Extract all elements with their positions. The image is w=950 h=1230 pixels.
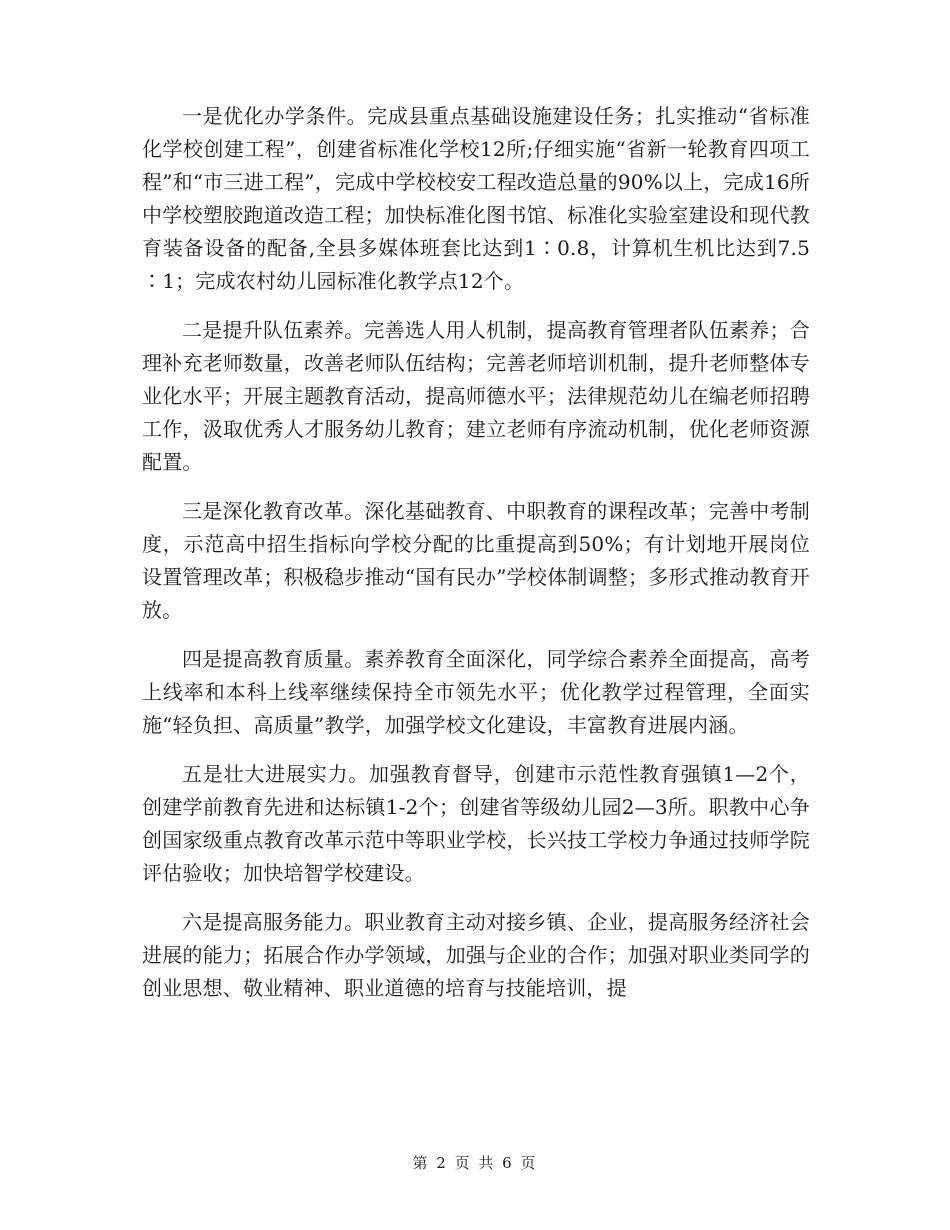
page-number-footer: 第 2 页 共 6 页 <box>412 1154 538 1172</box>
paragraph-5: 五是壮大进展实力。加强教育督导，创建市示范性教育强镇1—2个，创建学前教育先进和达标镇1-2个；创建省等级幼儿园2—3所。职教中心争创国家级重点教育改革示范中等职业学校，长兴技工学校力争通过技师学院评估验收；加快培智学校建设。 <box>142 762 810 885</box>
paragraph-3: 三是深化教育改革。深化基础教育、中职教育的课程改革；完善中考制度，示范高中招生指标向学校分配的比重提高到50%；有计划地开展岗位设置管理改革；积极稳步推动“国有民办”学校体制调整；多形式推动教育开放。 <box>142 499 810 622</box>
paragraph-4: 四是提高教育质量。素养教育全面深化，同学综合素养全面提高，高考上线率和本科上线率继续保持全市领先水平；优化教学过程管理，全面实施“轻负担、高质量”教学，加强学校文化建设，丰富教育进展内涵。 <box>142 647 810 737</box>
paragraph-2: 二是提升队伍素养。完善选人用人机制，提高教育管理者队伍素养；合理补充老师数量，改善老师队伍结构；完善老师培训机制，提升老师整体专业化水平；开展主题教育活动，提高师德水平；法律规范幼儿在编老师招聘工作，汲取优秀人才服务幼儿教育；建立老师有序流动机制，优化老师资源配置。 <box>142 318 810 474</box>
document-body <box>142 100 810 1021</box>
paragraph-6: 六是提高服务能力。职业教育主动对接乡镇、企业，提高服务经济社会进展的能力；拓展合作办学领域，加强与企业的合作；加强对职业类同学的创业思想、敬业精神、职业道德的培育与技能培训，提 <box>142 910 810 1000</box>
paragraph-1: 一是优化办学条件。完成县重点基础设施建设任务；扎实推动“省标准化学校创建工程”，创建省标准化学校12所;仔细实施“省新一轮教育四项工程”和“市三进工程”，完成中学校校安工程改造总量的90%以上，完成16所中学校塑胶跑道改造工程；加快标准化图书馆、标准化实验室建设和现代教育装备设备的配备,全县多媒体班套比达到1∶0.8，计算机生机比达到7.5∶1；完成农村幼儿园标准化教学点12个。 <box>142 104 810 293</box>
